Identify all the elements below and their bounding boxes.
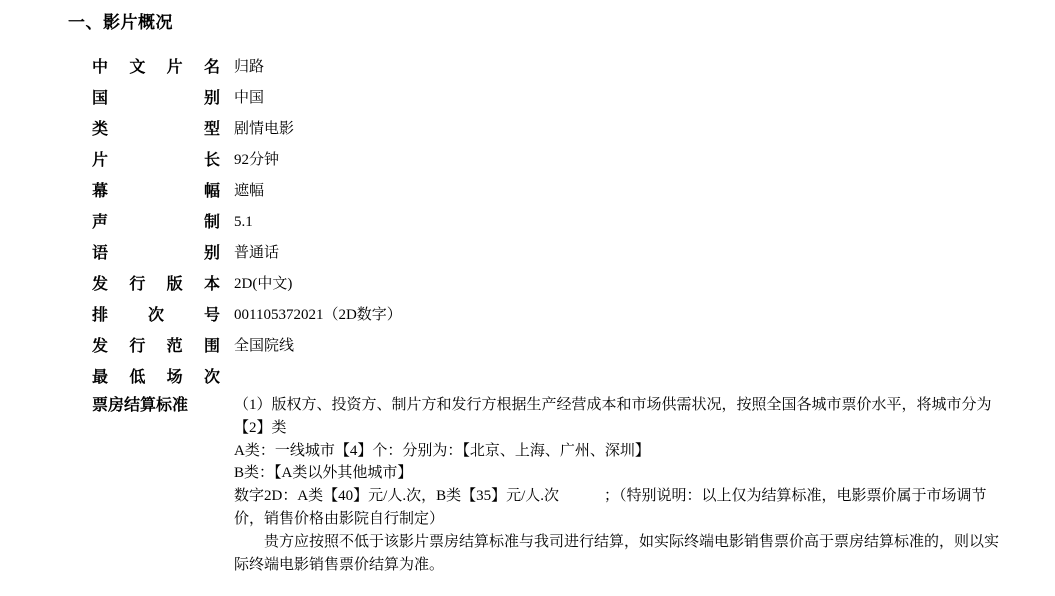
- table-row: [92, 331, 1012, 362]
- label-char: 长: [203, 152, 220, 169]
- label-char: 文: [129, 59, 146, 76]
- row-label-serial: [92, 300, 234, 331]
- row-label-min-sessions: [92, 362, 234, 393]
- label-char: 发: [92, 276, 109, 293]
- label-char: 次: [147, 307, 164, 324]
- row-label-aspect: [92, 176, 234, 207]
- label-chars: [92, 114, 220, 145]
- label-char: 制: [203, 214, 220, 231]
- row-label-genre: [92, 114, 234, 145]
- row-value-genre: 剧情电影: [234, 121, 295, 137]
- settlement-paragraph: （1）版权方、投资方、制片方和发行方根据生产经营成本和市场供需状况，按照全国各城市票价水平，将城市分为【2】类: [234, 397, 992, 436]
- table-row: [92, 207, 1012, 238]
- label-chars: [92, 300, 220, 331]
- settlement-paragraph: A类：一线城市【4】个：分别为：【北京、上海、广州、深圳】: [234, 442, 650, 459]
- row-label-version: [92, 269, 234, 300]
- label-char: 发: [92, 338, 109, 355]
- label-char: 本: [203, 276, 220, 293]
- label-char: 范: [166, 338, 183, 355]
- row-value-title: 归路: [234, 59, 265, 75]
- label-char: 幕: [92, 183, 109, 200]
- label-char: 声: [92, 214, 109, 231]
- table-row: [92, 52, 1012, 83]
- label-char: 围: [203, 338, 220, 355]
- settlement-standard-text: [234, 394, 1004, 576]
- table-row: [92, 114, 1012, 145]
- row-label-country: [92, 83, 234, 114]
- row-value-country: 中国: [234, 90, 265, 106]
- table-row: [92, 83, 1012, 114]
- table-row: [92, 176, 1012, 207]
- row-label-duration: [92, 145, 234, 176]
- label-text: 票房结算标准: [92, 397, 189, 414]
- row-value-aspect: 遮幅: [234, 183, 265, 199]
- label-char: 行: [129, 276, 146, 293]
- row-label-sound: [92, 207, 234, 238]
- label-char: 类: [92, 121, 109, 138]
- label-char: 次: [203, 369, 220, 386]
- label-char: 场: [166, 369, 183, 386]
- table-row: [92, 145, 1012, 176]
- row-value-settlement: [234, 393, 1012, 576]
- row-label-language: [92, 238, 234, 269]
- label-char: 片: [92, 152, 109, 169]
- label-chars: [92, 83, 220, 114]
- label-chars: [92, 331, 220, 362]
- label-char: 排: [92, 307, 109, 324]
- settlement-paragraph: B类：【A类以外其他城市】: [234, 465, 413, 482]
- table-row: [92, 269, 1012, 300]
- row-label-scope: [92, 331, 234, 362]
- label-chars: [92, 269, 220, 300]
- table-row: [92, 300, 1012, 331]
- row-label-title: [92, 52, 234, 83]
- row-value-sound: 5.1: [234, 214, 253, 230]
- table-row: [92, 238, 1012, 269]
- page-title: 一、影片概况: [68, 13, 173, 32]
- label-char: 国: [92, 90, 109, 107]
- settlement-paragraph: 贵方应按照不低于该影片票房结算标准与我司进行结算，如实际终端电影销售票价高于票房结算标准的，则以实际终端电影销售票价结算为准。: [234, 533, 1000, 573]
- label-char: 最: [92, 369, 109, 386]
- label-chars: [92, 238, 220, 269]
- label-char: 名: [203, 59, 220, 76]
- table-row: [92, 393, 1012, 576]
- row-value-language: 普通话: [234, 245, 280, 261]
- row-value-scope: 全国院线: [234, 338, 295, 354]
- settlement-paragraph: 数字2D：A类【40】元/人.次，B类【35】元/人.次 ；（特别说明：以上仅为结算标准，电影票价属于市场调节价，销售价格由影院自行制定）: [234, 488, 987, 527]
- label-char: 行: [129, 338, 146, 355]
- label-chars: [92, 176, 220, 207]
- row-value-serial: 001105372021（2D数字）: [234, 307, 402, 323]
- label-char: 低: [129, 369, 146, 386]
- film-overview-rows: [92, 52, 1012, 576]
- row-value-min-sessions: [234, 362, 1012, 393]
- table-row: [92, 362, 1012, 393]
- label-chars: [92, 145, 220, 176]
- label-chars: [92, 207, 220, 238]
- label-chars: [92, 52, 220, 83]
- label-char: 别: [203, 90, 220, 107]
- label-char: 别: [203, 245, 220, 262]
- label-char: 号: [203, 307, 220, 324]
- label-chars: [92, 362, 220, 393]
- film-overview-table: [92, 52, 1012, 576]
- label-char: 中: [92, 59, 109, 76]
- row-label-settlement: [92, 393, 234, 576]
- label-char: 幅: [203, 183, 220, 200]
- row-value-duration: 92分钟: [234, 152, 280, 168]
- row-value-version: 2D(中文): [234, 276, 293, 292]
- label-char: 型: [203, 121, 220, 138]
- label-char: 版: [166, 276, 183, 293]
- label-char: 语: [92, 245, 109, 262]
- label-char: 片: [166, 59, 183, 76]
